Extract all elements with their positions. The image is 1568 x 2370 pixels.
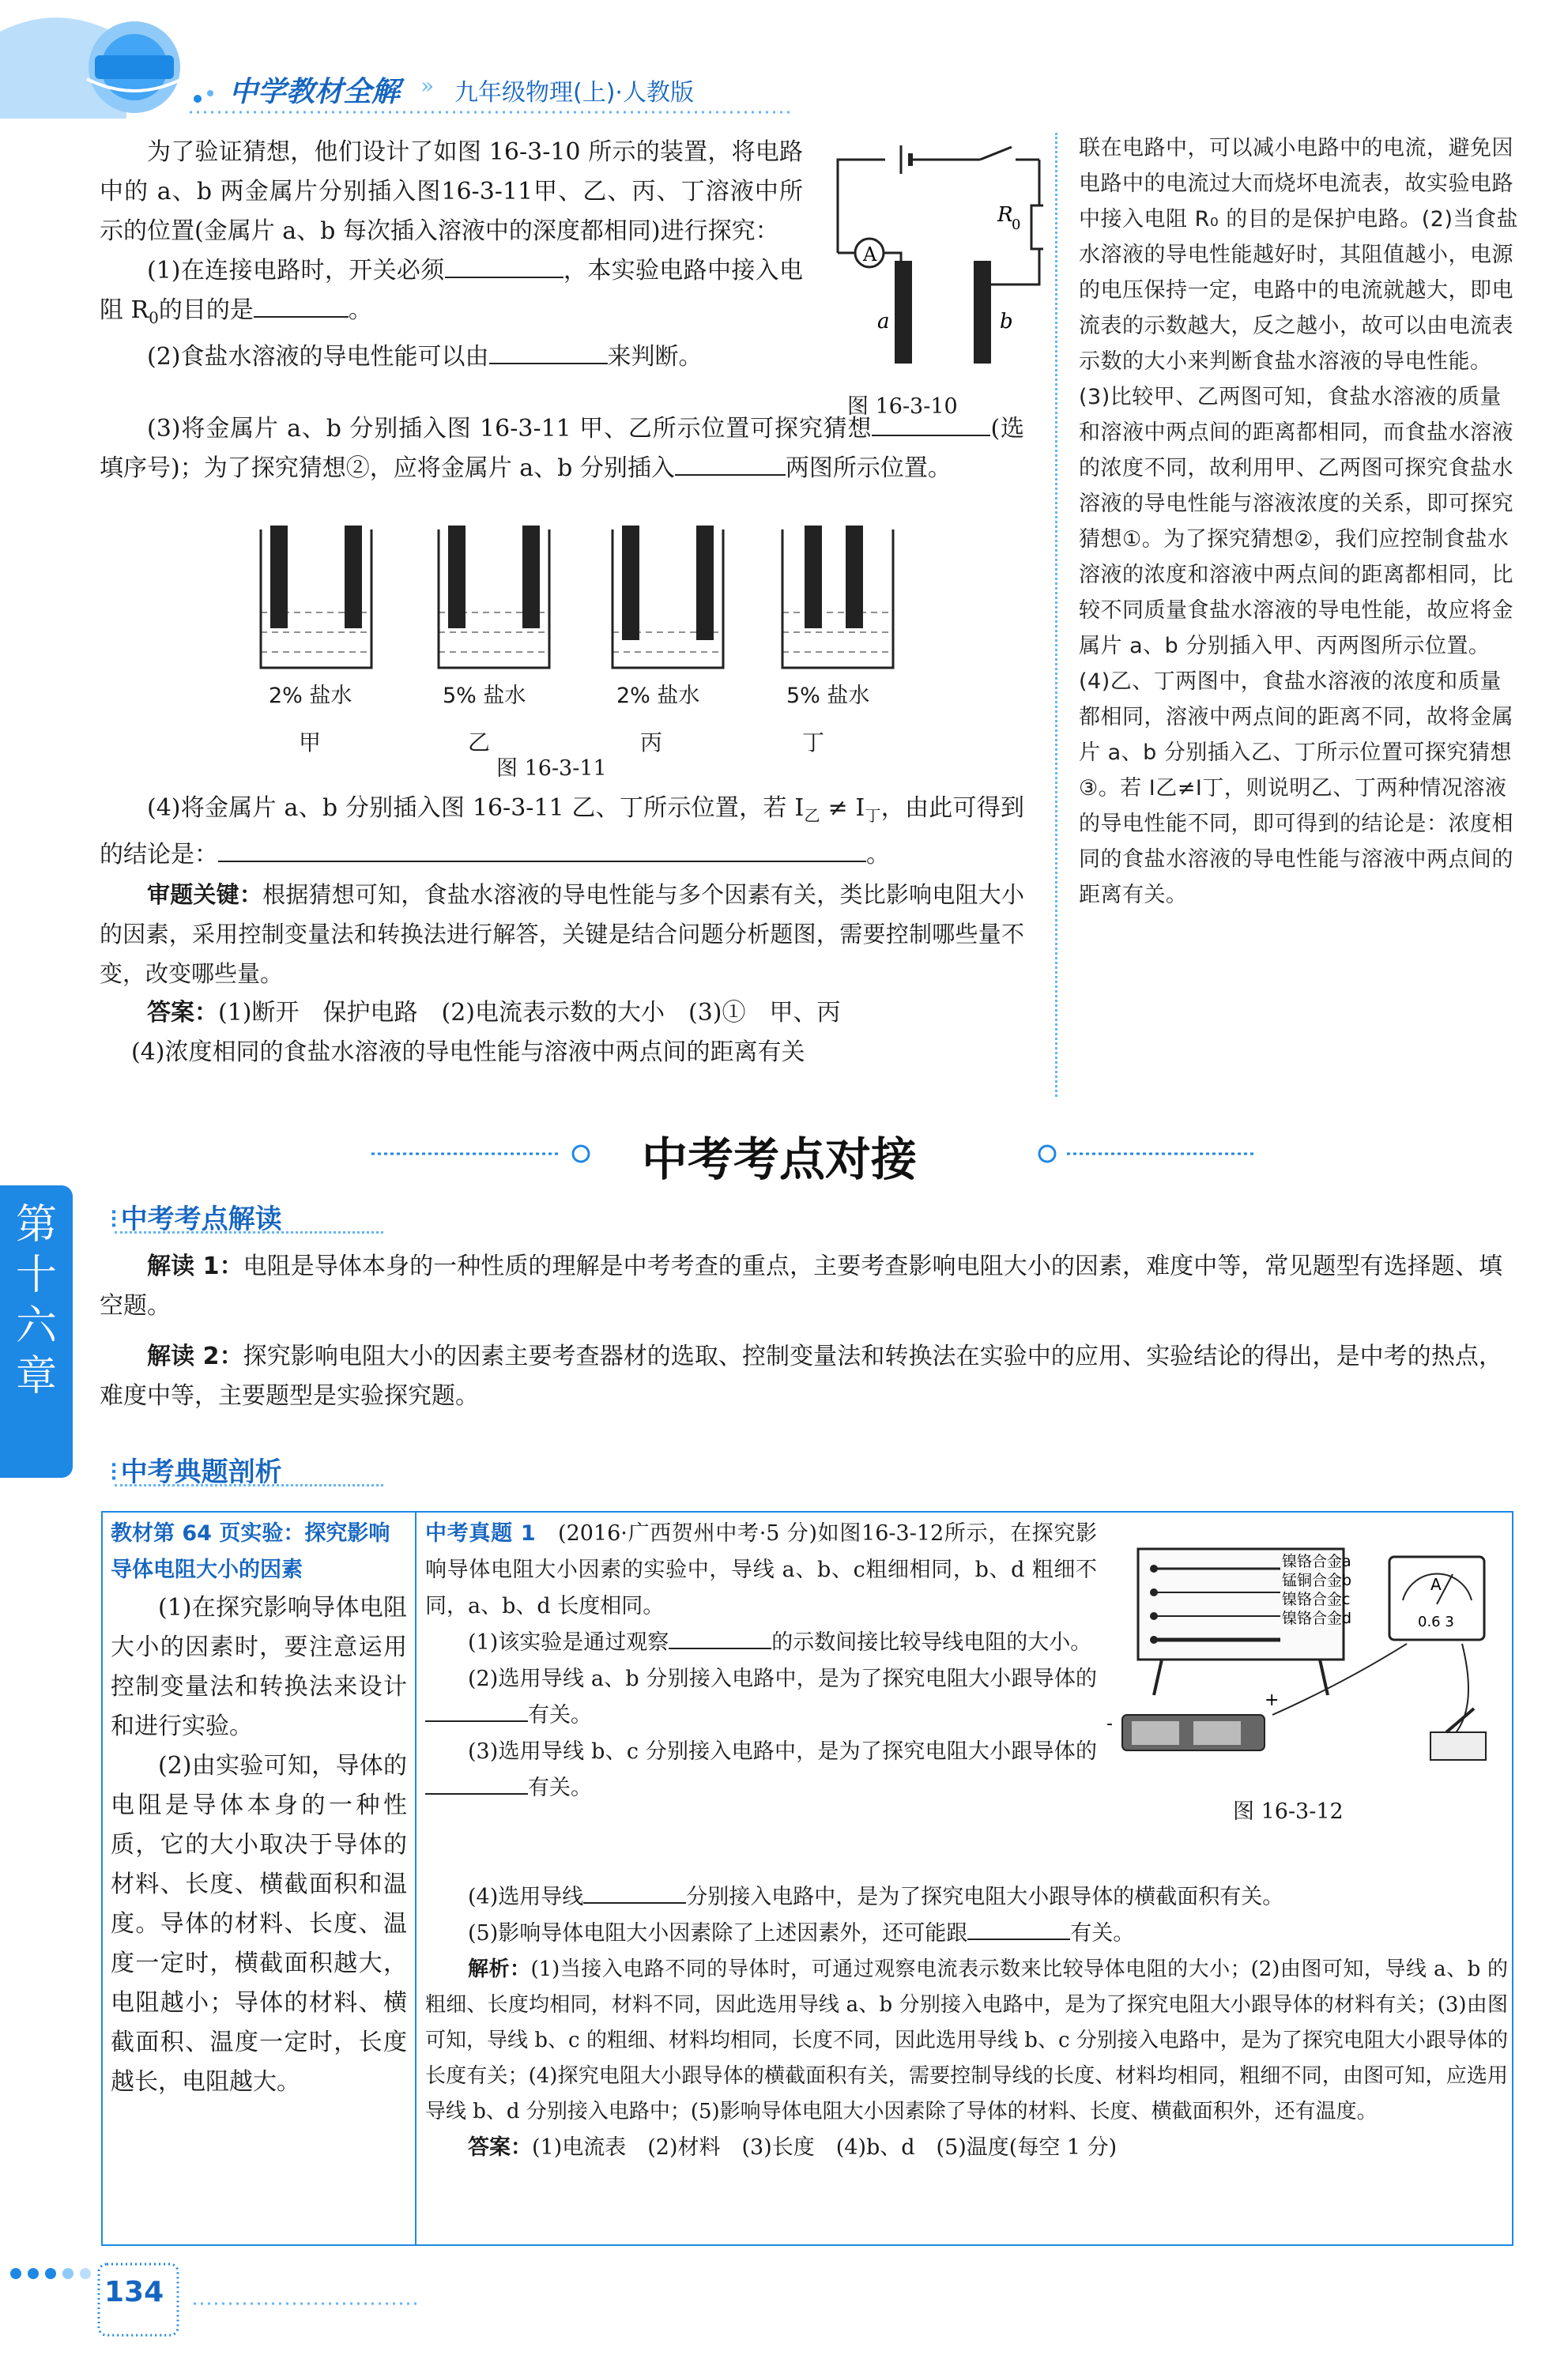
q4-text-c: ，由此可得到的结论是： bbox=[100, 794, 1025, 868]
paragraph-setup: 为了验证猜想，他们设计了如图 16-3-10 所示的装置，将电路中的 a、b 两金属片分别插入图16-3-11甲、乙、丙、丁溶液中所示的位置(金属片 a、b 每次插入溶液中的深度都相同)进行探究： (1)在连接电路时，开关必须 ，本实验电路中接入电阻 $R_0$的目的是 。 (2)食盐水溶液的导电性能可以由 来判断。 bbox=[100, 138, 804, 371]
wire-label: 镍铬合金a bbox=[1282, 1553, 1351, 1570]
figure-caption-11: 图 16-3-11 bbox=[496, 756, 607, 781]
sub5-b: 有关。 bbox=[1070, 1921, 1135, 1946]
circuit-figure bbox=[822, 134, 1043, 387]
beaker-name: 丁 bbox=[802, 729, 825, 755]
chapter-label: 第十六章 bbox=[15, 1201, 57, 1400]
footer-decoration bbox=[0, 2256, 474, 2343]
q3-text-c: 两图所示位置。 bbox=[785, 454, 952, 482]
textbook-note bbox=[111, 1516, 407, 2102]
column-divider bbox=[1055, 133, 1057, 1097]
figure-caption-12: 图 16-3-12 bbox=[1233, 1799, 1344, 1824]
beaker-ding bbox=[782, 526, 893, 668]
reading-2-text: 探究影响电阻大小的因素主要考查器材的选取、控制变量法和转换法在实验中的应用、实验结论的得出，是中考的热点，难度中等，主要题型是实验探究题。 bbox=[100, 1343, 1502, 1410]
answer-line-2: (4)浓度相同的食盐水溶液的导电性能与溶液中两点间的距离有关 bbox=[131, 1038, 805, 1066]
beaker-bing bbox=[612, 526, 723, 668]
figure-caption-10: 图 16-3-10 bbox=[847, 394, 958, 419]
setup-text: 为了验证猜想，他们设计了如图 16-3-10 所示的装置，将电路中的 a、b 两金属片分别插入图16-3-11甲、乙、丙、丁溶液中所示的位置(金属片 a、b 每次插入溶液中的深度都相同)进行探究： bbox=[100, 138, 803, 245]
answer-blank bbox=[669, 1627, 771, 1649]
beaker-label: 2% 盐水 bbox=[616, 684, 700, 708]
textbook-note-p2: (2)由实验可知，导体的电阻是导体本身的一种性质，它的大小取决于导体的材料、长度、横截面积和温度。导体的材料、长度、温度一定时，横截面积越大，电阻越小；导体的材料、横截面积、温度一定时，长度越长，电阻越大。 bbox=[111, 1752, 407, 2096]
answer-blank bbox=[445, 256, 564, 278]
key-text: 根据猜想可知，食盐水溶液的导电性能与多个因素有关，类比影响电阻大小的因素，采用控制变量法和转换法进行解答，关键是结合问题分析题图，需要控制哪些量不变，改变哪些量。 bbox=[100, 881, 1024, 987]
answer-line-1: (1)断开 保护电路 (2)电流表示数的大小 (3)① 甲、丙 bbox=[218, 999, 841, 1027]
answer-blank bbox=[425, 1700, 528, 1722]
exam-answer-text: (1)电流表 (2)材料 (3)长度 (4)b、d (5)温度(每空 1 分) bbox=[532, 2135, 1118, 2160]
beaker-name: 乙 bbox=[468, 729, 491, 755]
answer-blank bbox=[967, 1918, 1070, 1940]
subscript-zero: 0 bbox=[149, 308, 159, 327]
chapter-tab bbox=[0, 1185, 73, 1478]
beaker-yi bbox=[439, 526, 549, 668]
exam-question-source: (2016·广西贺州中考·5 分)如图16-3-12所示，在探究影响导体电阻大小因素的实验中，导线 a、b、c粗细相同，b、d 粗细不同，a、b、d 长度相同。 bbox=[425, 1521, 1098, 1618]
chevron-right-icon: » bbox=[420, 73, 435, 99]
beaker-label: 5% 盐水 bbox=[443, 684, 526, 708]
plus-label: + bbox=[1265, 1690, 1280, 1710]
exam-question-label: 中考真题 1 bbox=[425, 1521, 536, 1546]
q1-text-b: ，本实验电路中接入电阻 R bbox=[100, 257, 804, 324]
q2-text-a: (2)食盐水溶液的导电性能可以由 bbox=[147, 343, 489, 371]
box-divider bbox=[415, 1511, 416, 2246]
sub2-a: (2)选用导线 a、b 分别接入电路中，是为了探究电阻大小跟导体的 bbox=[468, 1667, 1097, 1691]
textbook-note-title: 教材第 64 页实验：探究影响导体电阻大小的因素 bbox=[111, 1521, 390, 1582]
answer-blank bbox=[425, 1773, 528, 1795]
page-number: 134 bbox=[104, 2276, 164, 2308]
q1-text-a: (1)在连接电路时，开关必须 bbox=[147, 257, 445, 284]
answer-blank bbox=[218, 840, 866, 862]
bar-chart-icon: ⫶ bbox=[111, 1207, 117, 1234]
answer-label: 答案： bbox=[147, 999, 218, 1027]
sub3-a: (3)选用导线 b、c 分别接入电路中，是为了探究电阻大小跟导体的 bbox=[468, 1739, 1097, 1764]
meter-scale: 0.6 3 bbox=[1418, 1614, 1454, 1630]
minus-label: - bbox=[1106, 1714, 1113, 1734]
beaker-name: 丙 bbox=[640, 729, 663, 755]
sub4-b: 分别接入电路中，是为了探究电阻大小跟导体的横截面积有关。 bbox=[686, 1885, 1284, 1909]
q1-text-c: 的目的是 bbox=[158, 296, 254, 324]
beakers-figure bbox=[245, 526, 917, 684]
subscript-yi: 乙 bbox=[804, 806, 820, 825]
beaker-name: 甲 bbox=[299, 729, 322, 755]
analysis-text: (1)当接入电路不同的导体时，可通过观察电流表示数来比较导体电阻的大小；(2)由图可知，导线 a、b 的粗细、长度均相同，材料不同，因此选用导线 a、b 分别接入电路中，是为了探究电阻大小跟导体的材料有关；(3)由图可知，导线 b、c 的粗细、材料均相同，长度不同，因此选用导线 b、c 分别接入电路中，是为了探究电阻大小跟导体的长度有关；(4)探究电阻大小跟导体的横截面积有关，需要控制导线的长度、材料均相同，粗细不同，由图可知，应选用导线 b、d 分别接入电路中；(5)影响导体电阻大小因素除了导体的材料、长度、横截面积外，还有温度。 bbox=[425, 1957, 1508, 2123]
answer-blank bbox=[675, 454, 786, 476]
resistance-apparatus-figure bbox=[1106, 1525, 1502, 1778]
divider bbox=[115, 1231, 383, 1234]
textbook-note-p1: (1)在探究影响导体电阻大小的因素时，要注意运用控制变量法和转换法来设计和进行实验。 bbox=[111, 1594, 407, 1740]
bar-chart-icon: ⫶ bbox=[111, 1460, 117, 1487]
reading-1-text: 电阻是导体本身的一种性质的理解是中考考查的重点，主要考查影响电阻大小的因素，难度中等，常见题型有选择题、填空题。 bbox=[100, 1253, 1502, 1320]
ammeter-symbol: A bbox=[1430, 1575, 1442, 1594]
exam-answer-label: 答案： bbox=[468, 2135, 532, 2160]
wire-label: 镍铬合金c bbox=[1282, 1591, 1351, 1608]
side-explanation: 联在电路中，可以减小电路中的电流，避免因电路中的电流过大而烧坏电流表，故实验电路中接入电阻 R₀ 的目的是保护电路。(2)当食盐水溶液的导电性能越好时，其阻值越小，电源的电压保持一定，电路中的电流就越大，即电流表的示数越大，反之越小，故可以由电流表示数的大小来判断食盐水溶液的导电性能。(3)比较甲、乙两图可知，食盐水溶液的质量和溶液中两点间的距离都相同，而食盐水溶液的浓度不同，故利用甲、乙两图可探究食盐水溶液的导电性能与溶液浓度的关系，即可探究猜想①。为了探究猜想②，我们应控制食盐水溶液的浓度和溶液中两点间的距离都相同，比较不同质量食盐水溶液的导电性能，故应将金属片 a、b 分别插入甲、丙两图所示位置。(4)乙、丁两图中，食盐水溶液的浓度和质量都相同，溶液中两点间的距离不同，故将金属片 a、b 分别插入乙、丁所示位置可探究猜想③。若 I乙≠I丁，则说明乙、丁两种情况溶液的导电性能不同，即可得到的结论是：浓度相同的食盐水溶液的导电性能与溶液中两点间的距离有关。 bbox=[1079, 136, 1518, 907]
beaker-label: 5% 盐水 bbox=[786, 684, 870, 708]
analysis-label: 解析： bbox=[468, 1957, 531, 1981]
sub4-a: (4)选用导线 bbox=[468, 1885, 584, 1909]
exam-question-cont bbox=[425, 1879, 1508, 2166]
electrode-b-label: b bbox=[1000, 310, 1013, 333]
subheading-analysis bbox=[111, 1450, 282, 1489]
beaker-jia bbox=[261, 526, 371, 668]
resistor-label: R bbox=[997, 203, 1013, 227]
q2-text-b: 来判断。 bbox=[607, 343, 703, 371]
subheading-reading-text: 中考考点解读 bbox=[120, 1204, 282, 1235]
subheading-analysis-text: 中考典题剖析 bbox=[120, 1456, 282, 1488]
section-title: 中考考点对接 bbox=[642, 1132, 918, 1186]
wire-label: 锰铜合金b bbox=[1282, 1572, 1352, 1589]
q4-text-b: ≠ I bbox=[827, 794, 865, 822]
answer-blank bbox=[254, 296, 349, 318]
subheading-reading bbox=[111, 1197, 282, 1236]
paragraph-q4: (4)将金属片 a、b 分别插入图 16-3-11 乙、丁所示位置，若 $I_乙 \ne I_丁$，由此可得到的结论是： 。 审题关键：根据猜想可知，食盐水溶液的导电性能与多个因素有关，类比影响电阻大小的因素，采用控制变量法和转换法进行解答，关键是结合问题分析题图，需要控制哪些量不变，改变哪些量。 答案：(1)断开 保护电路 (2)电流表示数的大小 (3)① 甲、丙 (4)浓度相同的食盐水溶液的导电性能与溶液中两点间的距离有关 bbox=[100, 789, 1024, 1072]
key-label: 审题关键： bbox=[147, 881, 263, 908]
ammeter-label: A bbox=[863, 243, 877, 266]
resistor-subscript: 0 bbox=[1012, 217, 1021, 233]
sub1-a: (1)该实验是通过观察 bbox=[468, 1630, 669, 1655]
sub5-a: (5)影响导体电阻大小因素除了上述因素外，还可能跟 bbox=[468, 1921, 968, 1946]
q3-text-b: (选填序号)；为了探究猜想②，应将金属片 a、b 分别插入 bbox=[100, 415, 1024, 482]
divider bbox=[115, 1484, 383, 1486]
subscript-ding: 丁 bbox=[865, 806, 881, 825]
answer-blank bbox=[489, 342, 608, 364]
reading-1-label: 解读 1： bbox=[147, 1253, 243, 1280]
wire-label: 镍铬合金d bbox=[1282, 1610, 1352, 1627]
sub1-b: 的示数间接比较导线电阻的大小。 bbox=[771, 1630, 1092, 1655]
answer-blank bbox=[583, 1882, 686, 1904]
q4-text-a: (4)将金属片 a、b 分别插入图 16-3-11 乙、丁所示位置，若 I bbox=[147, 794, 805, 822]
reading-block bbox=[100, 1247, 1502, 1416]
reading-2-label: 解读 2： bbox=[147, 1343, 243, 1370]
electrode-a-label: a bbox=[877, 310, 890, 333]
beaker-label: 2% 盐水 bbox=[269, 684, 352, 708]
sub2-b: 有关。 bbox=[528, 1703, 592, 1728]
book-title: 中学教材全解 bbox=[229, 76, 401, 108]
q3-text-a: (3)将金属片 a、b 分别插入图 16-3-11 甲、乙所示位置可探究猜想 bbox=[147, 415, 873, 443]
exam-question bbox=[425, 1516, 1097, 1807]
book-subtitle: 九年级物理(上)·人教版 bbox=[454, 79, 694, 107]
sub3-b: 有关。 bbox=[528, 1776, 592, 1800]
